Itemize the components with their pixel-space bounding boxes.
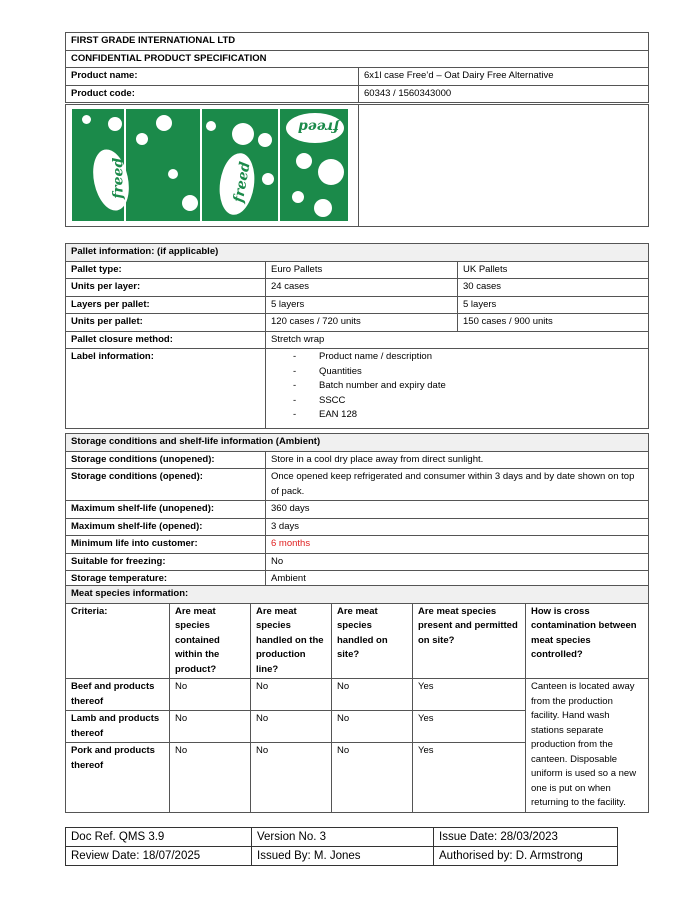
criteria-cell: Lamb and products thereof bbox=[66, 711, 170, 743]
review-date: Review Date: 18/07/2025 bbox=[66, 847, 252, 866]
carton-net bbox=[72, 109, 348, 221]
meat-section-title: Meat species information: bbox=[66, 586, 649, 604]
packaging-table bbox=[65, 104, 649, 227]
table-cell: No bbox=[170, 679, 251, 711]
table-cell: Yes bbox=[413, 711, 526, 743]
storage-row-label: Maximum shelf-life (opened): bbox=[66, 518, 266, 536]
storage-table bbox=[65, 433, 649, 589]
storage-section-title: Storage conditions and shelf-life information (Ambient) bbox=[66, 434, 649, 452]
criteria-cell: Beef and products thereof bbox=[66, 679, 170, 711]
storage-row-value: Ambient bbox=[266, 571, 649, 589]
contamination-control-cell: Canteen is located away from the production facility. Hand wash stations separate production from the canteen. Disposable uniform is used so a new one is put on when returning to the facility. bbox=[526, 679, 649, 813]
pallet-row-value-euro: 120 cases / 720 units bbox=[266, 314, 458, 332]
list-item: - Batch number and expiry date bbox=[293, 379, 643, 394]
product-code-label: Product code: bbox=[66, 85, 359, 103]
storage-row-value: 3 days bbox=[266, 518, 649, 536]
list-item: - Quantities bbox=[293, 365, 643, 380]
carton-artwork-image bbox=[66, 105, 359, 227]
storage-row-label: Storage conditions (unopened): bbox=[66, 451, 266, 469]
table-cell: No bbox=[170, 711, 251, 743]
pallet-closure-label: Pallet closure method: bbox=[66, 331, 266, 349]
table-cell: Yes bbox=[413, 679, 526, 711]
pallet-row-value-euro: 5 layers bbox=[266, 296, 458, 314]
header-table bbox=[65, 32, 649, 103]
column-header: Criteria: bbox=[66, 603, 170, 679]
brand-logo-left: freed bbox=[110, 157, 127, 199]
column-header: Are meat species present and permitted on site? bbox=[413, 603, 526, 679]
product-code-value: 60343 / 1560343000 bbox=[359, 85, 649, 103]
label-information-label: Label information: bbox=[66, 349, 266, 429]
pallet-row-label: Units per pallet: bbox=[66, 314, 266, 332]
issued-by: Issued By: M. Jones bbox=[252, 847, 434, 866]
footer-table bbox=[65, 827, 618, 866]
meat-species-table bbox=[65, 585, 649, 813]
pallet-row-label: Units per layer: bbox=[66, 279, 266, 297]
pallet-table bbox=[65, 243, 649, 429]
doc-ref: Doc Ref. QMS 3.9 bbox=[66, 828, 252, 847]
label-information-list-cell bbox=[266, 349, 649, 429]
storage-row-value: Once opened keep refrigerated and consumer within 3 days and by date shown on top of pack. bbox=[266, 469, 649, 501]
pallet-row-label: Layers per pallet: bbox=[66, 296, 266, 314]
storage-row-label: Minimum life into customer: bbox=[66, 536, 266, 554]
pallet-row-value-uk: UK Pallets bbox=[458, 261, 649, 279]
column-header: How is cross contamination between meat species controlled? bbox=[526, 603, 649, 679]
empty-image-cell bbox=[359, 105, 649, 227]
pallet-row-label: Pallet type: bbox=[66, 261, 266, 279]
pallet-row-value-uk: 5 layers bbox=[458, 296, 649, 314]
table-cell: Yes bbox=[413, 743, 526, 813]
column-header: Are meat species handled on the production line? bbox=[251, 603, 332, 679]
table-cell: No bbox=[332, 679, 413, 711]
pallet-row-value-euro: Euro Pallets bbox=[266, 261, 458, 279]
column-header: Are meat species contained within the product? bbox=[170, 603, 251, 679]
brand-logo-right: freed bbox=[298, 118, 340, 135]
storage-row-label: Suitable for freezing: bbox=[66, 553, 266, 571]
product-name-label: Product name: bbox=[66, 68, 359, 86]
pallet-closure-value: Stretch wrap bbox=[266, 331, 649, 349]
document-title: CONFIDENTIAL PRODUCT SPECIFICATION bbox=[66, 50, 649, 68]
pallet-section-title: Pallet information: (if applicable) bbox=[66, 244, 649, 262]
table-cell: No bbox=[251, 743, 332, 813]
criteria-cell: Pork and products thereof bbox=[66, 743, 170, 813]
table-cell: No bbox=[332, 711, 413, 743]
storage-row-label: Storage conditions (opened): bbox=[66, 469, 266, 501]
table-cell: No bbox=[332, 743, 413, 813]
list-item: - SSCC bbox=[293, 394, 643, 409]
issue-date: Issue Date: 28/03/2023 bbox=[434, 828, 618, 847]
list-item: - EAN 128 bbox=[293, 408, 643, 423]
table-cell: No bbox=[251, 679, 332, 711]
version-number: Version No. 3 bbox=[252, 828, 434, 847]
company-name: FIRST GRADE INTERNATIONAL LTD bbox=[66, 33, 649, 51]
table-row bbox=[66, 679, 649, 711]
storage-row-value: No bbox=[266, 553, 649, 571]
storage-row-label: Maximum shelf-life (unopened): bbox=[66, 501, 266, 519]
storage-row-value: 360 days bbox=[266, 501, 649, 519]
authorised-by: Authorised by: D. Armstrong bbox=[434, 847, 618, 866]
pallet-row-value-euro: 24 cases bbox=[266, 279, 458, 297]
storage-row-value: Store in a cool dry place away from direct sunlight. bbox=[266, 451, 649, 469]
brand-logo-center: freed bbox=[230, 160, 254, 204]
minimum-life-value: 6 months bbox=[266, 536, 649, 554]
storage-row-label: Storage temperature: bbox=[66, 571, 266, 589]
table-cell: No bbox=[251, 711, 332, 743]
table-cell: No bbox=[170, 743, 251, 813]
pallet-row-value-uk: 30 cases bbox=[458, 279, 649, 297]
list-item: - Product name / description bbox=[293, 350, 643, 365]
product-name-value: 6x1l case Free’d – Oat Dairy Free Alternative bbox=[359, 68, 649, 86]
label-information-list bbox=[271, 350, 643, 423]
pallet-row-value-uk: 150 cases / 900 units bbox=[458, 314, 649, 332]
column-header: Are meat species handled on site? bbox=[332, 603, 413, 679]
